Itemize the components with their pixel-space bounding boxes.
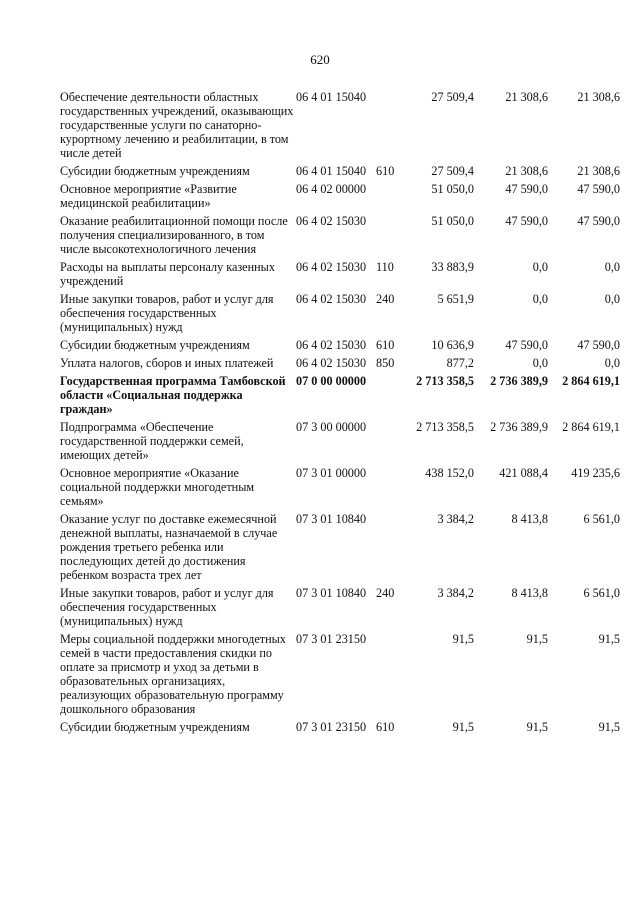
row-name: Субсидии бюджетным учреждениям — [60, 720, 250, 734]
row-value-3: 47 590,0 — [577, 182, 620, 196]
row-value-1: 27 509,4 — [431, 164, 474, 178]
row-target-code: 06 4 01 15040 — [296, 164, 367, 178]
row-target-code: 06 4 02 00000 — [296, 182, 367, 196]
row-value-3: 6 561,0 — [583, 586, 620, 600]
row-value-1: 438 152,0 — [425, 466, 474, 480]
row-value-2: 91,5 — [526, 720, 548, 734]
row-expense-type — [376, 508, 402, 582]
row-expense-type — [376, 178, 402, 210]
row-value-1: 3 384,2 — [437, 512, 474, 526]
row-expense-type: 240 — [376, 292, 395, 306]
row-value-3: 0,0 — [604, 356, 620, 370]
row-expense-type — [376, 628, 402, 716]
row-expense-type — [376, 462, 402, 508]
row-value-3: 91,5 — [598, 720, 620, 734]
row-target-code: 07 3 01 23150 — [296, 720, 367, 734]
row-value-2: 21 308,6 — [505, 164, 548, 178]
row-value-1: 5 651,9 — [437, 292, 474, 306]
row-name: Государственная программа Тамбовской области «Социальная поддержка граждан» — [60, 374, 286, 416]
row-value-3: 6 561,0 — [583, 512, 620, 526]
row-expense-type — [376, 90, 402, 160]
row-name: Уплата налогов, сборов и иных платежей — [60, 356, 274, 370]
row-value-2: 8 413,8 — [511, 512, 548, 526]
row-expense-type: 610 — [376, 720, 395, 734]
row-value-2: 91,5 — [526, 632, 548, 646]
row-target-code: 06 4 02 15030 — [296, 214, 367, 228]
row-target-code: 07 0 00 00000 — [296, 374, 367, 388]
row-name: Основное мероприятие «Развитие медицинской реабилитации» — [60, 182, 237, 210]
row-name: Субсидии бюджетным учреждениям — [60, 164, 250, 178]
row-name: Меры социальной поддержки многодетных семей в части предоставления скидки по оплате за присмотр и уход за детьми в образовательных организациях, реализующих образовательную программу дошкольного образования — [60, 632, 286, 716]
row-target-code: 06 4 02 15030 — [296, 338, 367, 352]
row-value-2: 21 308,6 — [505, 90, 548, 104]
table-row — [60, 628, 620, 716]
row-value-1: 51 050,0 — [431, 214, 474, 228]
row-value-1: 33 883,9 — [431, 260, 474, 274]
row-value-3: 47 590,0 — [577, 338, 620, 352]
row-target-code: 07 3 01 00000 — [296, 466, 367, 480]
row-value-1: 3 384,2 — [437, 586, 474, 600]
row-value-1: 91,5 — [452, 720, 474, 734]
row-value-2: 0,0 — [532, 356, 548, 370]
row-value-1: 91,5 — [452, 632, 474, 646]
row-expense-type: 610 — [376, 164, 395, 178]
row-target-code: 07 3 00 00000 — [296, 420, 367, 434]
row-value-3: 0,0 — [604, 260, 620, 274]
row-value-2: 0,0 — [532, 292, 548, 306]
row-value-3: 419 235,6 — [571, 466, 620, 480]
row-target-code: 06 4 02 15030 — [296, 292, 367, 306]
table-row — [60, 416, 620, 462]
row-value-3: 2 864 619,1 — [562, 420, 620, 434]
table-row — [60, 462, 620, 508]
row-value-1: 877,2 — [446, 356, 474, 370]
row-target-code: 06 4 01 15040 — [296, 90, 367, 104]
row-expense-type: 110 — [376, 260, 394, 274]
table-row — [60, 210, 620, 256]
row-value-3: 21 308,6 — [577, 90, 620, 104]
row-name: Оказание реабилитационной помощи после получения специализированного, в том числе высокотехнологичного лечения — [60, 214, 288, 256]
row-name: Расходы на выплаты персоналу казенных учреждений — [60, 260, 275, 288]
table-row — [60, 90, 620, 160]
row-name: Подпрограмма «Обеспечение государственной поддержки семей, имеющих детей» — [60, 420, 244, 462]
row-value-3: 0,0 — [604, 292, 620, 306]
table-row — [60, 352, 620, 370]
row-expense-type — [376, 210, 402, 256]
row-target-code: 07 3 01 10840 — [296, 586, 367, 600]
row-value-2: 421 088,4 — [499, 466, 548, 480]
row-expense-type: 240 — [376, 586, 395, 600]
row-target-code: 06 4 02 15030 — [296, 260, 367, 274]
row-expense-type — [376, 416, 402, 462]
row-target-code: 06 4 02 15030 — [296, 356, 367, 370]
row-target-code: 07 3 01 10840 — [296, 512, 367, 526]
row-name: Субсидии бюджетным учреждениям — [60, 338, 250, 352]
row-value-1: 2 713 358,5 — [416, 420, 474, 434]
table-row — [60, 334, 620, 352]
table-row — [60, 178, 620, 210]
row-value-2: 47 590,0 — [505, 338, 548, 352]
row-value-3: 2 864 619,1 — [562, 374, 620, 388]
row-value-2: 8 413,8 — [511, 586, 548, 600]
row-value-1: 2 713 358,5 — [416, 374, 474, 388]
row-value-3: 21 308,6 — [577, 164, 620, 178]
row-expense-type: 610 — [376, 338, 395, 352]
row-value-2: 47 590,0 — [505, 182, 548, 196]
table-row — [60, 370, 620, 416]
table-row — [60, 716, 620, 734]
table-row — [60, 508, 620, 582]
row-name: Оказание услуг по доставке ежемесячной денежной выплаты, назначаемой в случае рождения третьего ребенка или последующих детей до достижения ребенком возраста трех лет — [60, 512, 278, 582]
row-expense-type — [376, 370, 402, 416]
budget-table-body — [60, 90, 620, 734]
table-row — [60, 160, 620, 178]
budget-table — [60, 90, 620, 734]
row-target-code: 07 3 01 23150 — [296, 632, 367, 646]
row-name: Обеспечение деятельности областных государственных учреждений, оказывающих государственные услуги по санаторно-курортному лечению и реабилитации, в том числе детей — [60, 90, 294, 160]
row-value-1: 27 509,4 — [431, 90, 474, 104]
row-value-3: 47 590,0 — [577, 214, 620, 228]
row-name: Иные закупки товаров, работ и услуг для обеспечения государственных (муниципальных) нужд — [60, 292, 274, 334]
row-value-2: 47 590,0 — [505, 214, 548, 228]
row-value-1: 51 050,0 — [431, 182, 474, 196]
row-value-1: 10 636,9 — [431, 338, 474, 352]
row-value-2: 2 736 389,9 — [490, 374, 548, 388]
row-name: Иные закупки товаров, работ и услуг для обеспечения государственных (муниципальных) нужд — [60, 586, 274, 628]
row-value-2: 2 736 389,9 — [490, 420, 548, 434]
table-row — [60, 582, 620, 628]
row-expense-type: 850 — [376, 356, 395, 370]
row-name: Основное мероприятие «Оказание социальной поддержки многодетным семьям» — [60, 466, 255, 508]
row-value-3: 91,5 — [598, 632, 620, 646]
table-row — [60, 256, 620, 288]
table-row — [60, 288, 620, 334]
page-number: 620 — [310, 52, 330, 67]
row-value-2: 0,0 — [532, 260, 548, 274]
